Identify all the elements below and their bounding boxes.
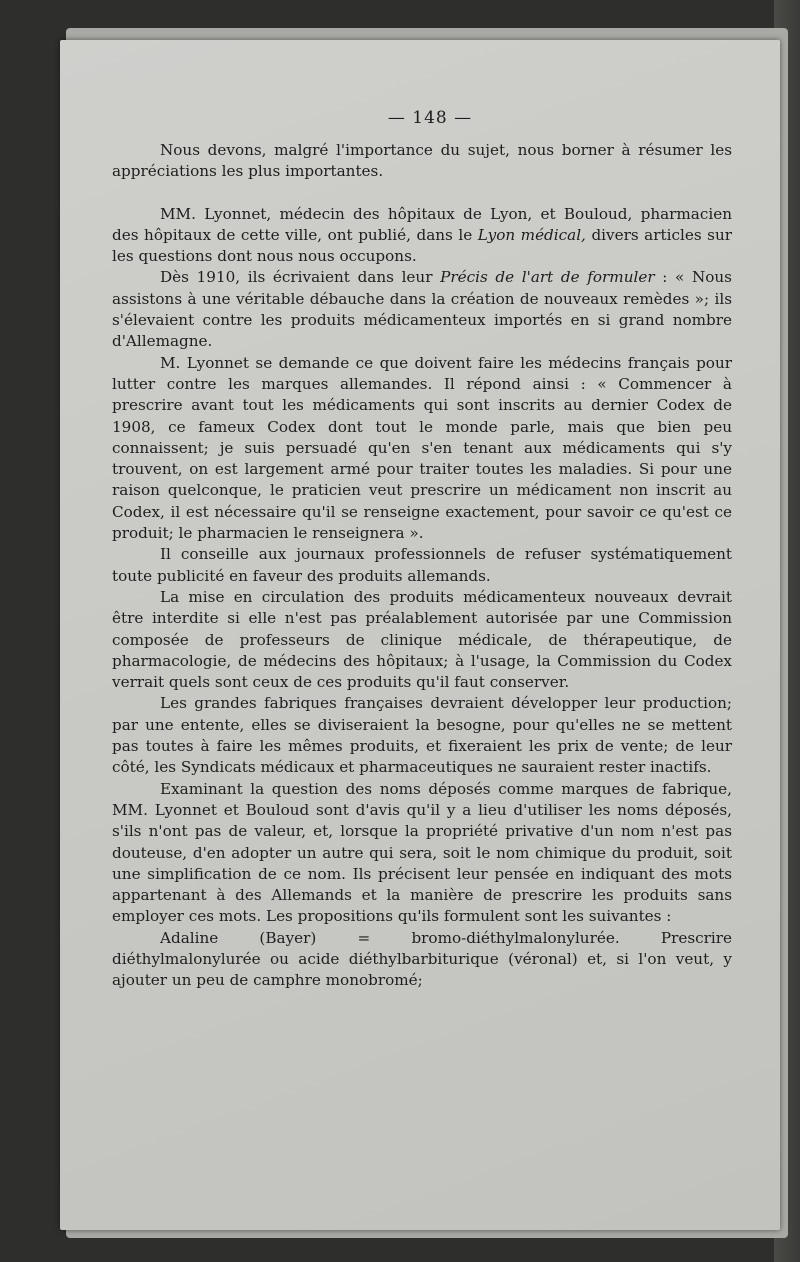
- paragraph-text-after: : « Nous assistons à une véritable débauche dans la création de nouveaux remèdes »; ils s'élevaient contre les produits médicamenteux importés en si grand nombre d'Allemagne.: [112, 268, 732, 351]
- paragraph-lyonnet-question: M. Lyonnet se demande ce que doivent faire les médecins français pour lutter contre les marques allemandes. Il répond ainsi : « Commencer à prescrire avant tout les médicaments qui sont inscrits au dernier Codex de 1908, ce fameux Codex dont tout le monde parle, mais que bien peu connaissent; je suis persuadé qu'en s'en tenant aux médicaments qui s'y trouvent, on est largement armé pour traiter toutes les maladies. Si pour une raison quelconque, le praticien veut prescrire un médicament non inscrit au Codex, il est nécessaire qu'il se renseigne exactement, pour savoir ce qu'est ce produit; le pharmacien le renseignera ».: [112, 353, 732, 543]
- paragraph-intro: Nous devons, malgré l'importance du sujet, nous borner à résumer les appréciations les plus importantes.: [112, 141, 732, 181]
- journal-title: Lyon médical,: [477, 225, 586, 244]
- paragraph-text-before: MM. Lyonnet, médecin des hôpitaux de Lyon, et Bouloud, pharmacien des hôpitaux de cette ville, ont publié, dans le: [112, 204, 732, 244]
- paragraph-noms-deposes: Examinant la question des noms déposés comme marques de fabrique, MM. Lyonnet et Bouloud sont d'avis qu'il y a lieu d'utiliser les noms déposés, s'ils n'ont pas de valeur, et, lorsque la propriété privative d'un nom n'est pas douteuse, d'en adopter un autre qui sera, soit le nom chimique du produit, soit une simplification de ce nom. Ils précisent leur pensée en indiquant des mots appartenant à des Allemands et la manière de prescrire les produits sans employer ces mots. Les propositions qu'ils formulent sont les suivantes :: [112, 779, 732, 926]
- paragraph-precis: [112, 267, 732, 352]
- book-title: Précis de l'art de formuler: [440, 268, 655, 287]
- paragraph-journaux: Il conseille aux journaux professionnels de refuser systématiquement toute publicité en faveur des produits allemands.: [112, 545, 732, 585]
- paragraph-adaline: Adaline (Bayer) = bromo-diéthylmalonylurée. Prescrire diéthylmalonylurée ou acide diéthylbarbiturique (véronal) et, si l'on veut, y ajouter un peu de camphre monobromé;: [112, 928, 732, 990]
- paragraph-lyonnet-bouloud: [112, 204, 732, 268]
- paragraph-commission: La mise en circulation des produits médicamenteux nouveaux devrait être interdite si elle n'est pas préalablement autorisée par une Commission composée de professeurs de clinique médicale, de thérapeutique, de pharmacologie, de médecins des hôpitaux; à l'usage, la Commission du Codex verrait quels sont ceux de ces produits qu'il faut conserver.: [112, 587, 732, 692]
- paragraph-text-after: divers articles sur les questions dont nous nous occupons.: [112, 225, 732, 266]
- page-number: — 148 —: [387, 108, 473, 128]
- paragraph-fabriques: Les grandes fabriques françaises devraient développer leur production; par une entente, elles se diviseraient la besogne, pour qu'elles ne se mettent pas toutes à faire les mêmes produits, et fixeraient les prix de vente; de leur côté, les Syndicats médicaux et pharmaceutiques ne sauraient rester inactifs.: [112, 694, 732, 777]
- body-text: [112, 140, 732, 992]
- paragraph-text-before: Dès 1910, ils écrivaient dans leur: [160, 268, 441, 287]
